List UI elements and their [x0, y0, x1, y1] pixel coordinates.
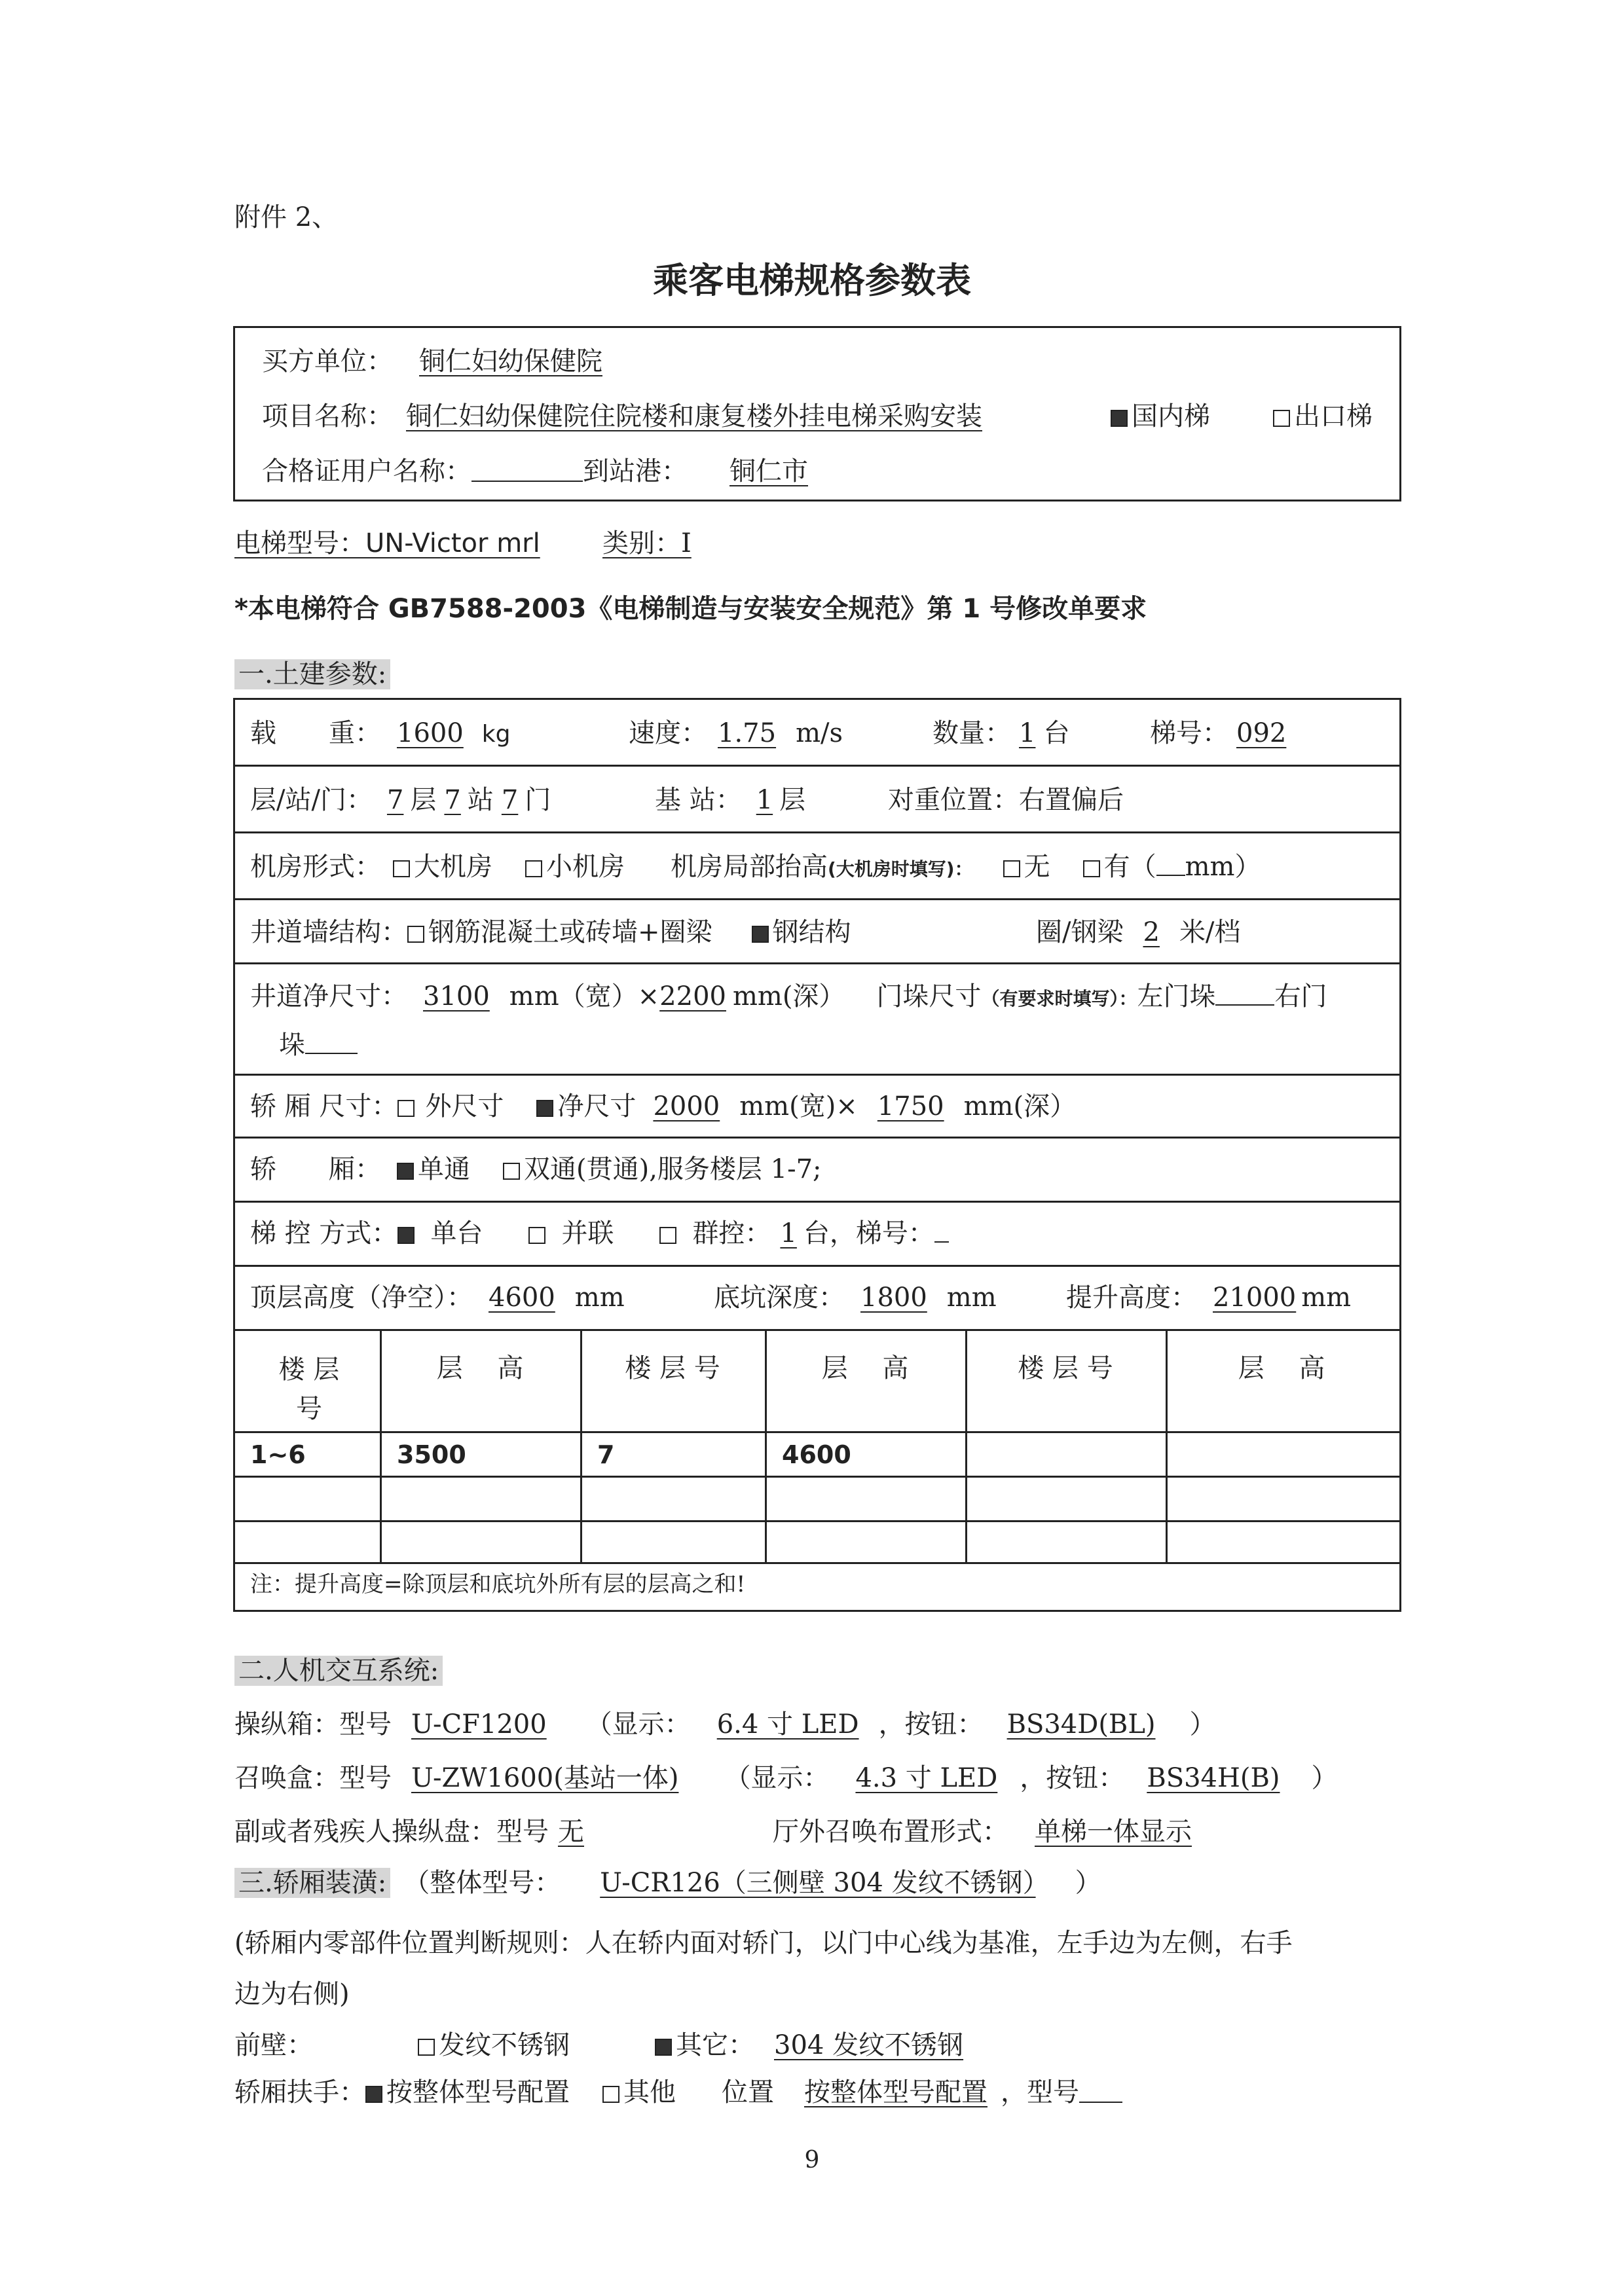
floor-table-cell: 4600 — [782, 1440, 851, 1469]
lift-no-label: 梯号： — [1150, 718, 1228, 748]
cert-label: 合格证用户名称： — [262, 456, 471, 486]
travel-label: 提升高度： — [1066, 1283, 1197, 1313]
cop-button: BS34D(BL) — [1006, 1709, 1156, 1740]
floor-table-cell: 7 — [597, 1440, 615, 1469]
car-depth: 1750 — [877, 1091, 944, 1121]
jamb-right-continued: 垛 — [279, 1029, 358, 1061]
pit-label: 底坑深度： — [714, 1283, 845, 1313]
position-value: 按整体型号配置 — [804, 2077, 987, 2107]
handrail-label: 轿厢扶手： — [234, 2077, 365, 2107]
control-row: 梯 控 方式： 单台 并联 群控： 1 台，梯号： — [250, 1218, 949, 1249]
qty-label: 数量： — [932, 718, 1011, 748]
speed-value: 1.75 — [718, 718, 777, 748]
buyer-label: 买方单位： — [262, 346, 393, 376]
control-qty: 1 — [780, 1218, 797, 1248]
counterweight-row — [888, 784, 1124, 816]
overhead-label: 顶层高度（净空）： — [250, 1283, 473, 1313]
checkbox-empty-icon — [1273, 410, 1290, 427]
hall-layout-label: 厅外召唤布置形式： — [773, 1817, 1008, 1847]
checkbox-checked-icon[interactable] — [365, 2086, 382, 2103]
hoistway-row: 井道净尺寸： 3100 mm（宽）×2200 mm(深） 门垛尺寸（有要求时填写）：左门垛 右门 — [250, 981, 1327, 1011]
buyer-value: 铜仁妇幼保健院 — [419, 346, 602, 376]
position-label: 位置 — [722, 2077, 774, 2107]
elevator-model: 电梯型号：UN-Victor mrl — [234, 528, 540, 558]
beam-row: 圈/钢梁 2 米/档 — [1036, 917, 1241, 947]
hoistway-depth: 2200 — [659, 981, 726, 1011]
beam-value: 2 — [1143, 917, 1160, 947]
base-value: 1 — [756, 785, 773, 815]
checkbox-checked-icon — [1111, 410, 1128, 427]
hoistway-label: 井道净尺寸： — [250, 981, 407, 1011]
checkbox-empty-icon[interactable] — [1083, 860, 1100, 877]
counterweight-value: 右置偏后 — [1019, 785, 1124, 815]
speed-row — [629, 718, 843, 749]
section1-heading: 一.土建参数: — [234, 659, 390, 690]
car-size-label: 轿 厢 尺寸： — [250, 1091, 398, 1121]
jamb-label: 门垛尺寸 — [876, 981, 982, 1011]
hall-layout-value: 单梯一体显示 — [1035, 1817, 1192, 1847]
checkbox-empty-icon[interactable] — [525, 860, 542, 877]
qty-unit: 台 — [1043, 718, 1070, 748]
floor-table-header-6: 层 高 — [1238, 1353, 1325, 1383]
floors-value-c: 7 — [501, 785, 519, 815]
cop-display: 6.4 寸 LED — [716, 1709, 859, 1740]
checkbox-empty-icon[interactable] — [393, 860, 410, 877]
buyer-row — [262, 346, 612, 377]
rule-line-2: 边为右侧) — [234, 1979, 350, 2009]
shaft-wall-row: 井道墙结构： 钢筋混凝土或砖墙+圈梁 钢结构 — [250, 917, 851, 947]
machine-room-raise-label: 机房局部抬高 — [671, 852, 828, 882]
control-label: 梯 控 方式： — [250, 1218, 398, 1248]
floor-table-header-1: 楼 层 号 — [278, 1355, 340, 1424]
lift-number-row — [1150, 718, 1312, 749]
overhead-row: 顶层高度（净空）： 4600 mm — [250, 1283, 625, 1313]
rule-line-1: (轿厢内零部件位置判断规则：人在轿内面对轿门，以门中心线为基准，左手边为左侧，右手 — [234, 1928, 1293, 1958]
aux-panel-value: 无 — [558, 1817, 584, 1847]
page-number: 9 — [804, 2147, 820, 2174]
floors-value-b: 7 — [444, 785, 461, 815]
checkbox-empty-icon[interactable] — [418, 2039, 435, 2056]
front-wall-label: 前壁： — [234, 2030, 313, 2060]
page-title: 乘客电梯规格参数表 — [653, 259, 971, 301]
standard-note: *本电梯符合 GB7588-2003《电梯制造与安装安全规范》第 1 号修改单要求 — [234, 594, 1147, 624]
hall-call-button: BS34H(B) — [1147, 1763, 1280, 1793]
project-row — [262, 401, 1008, 432]
hall-call-model: U-ZW1600(基站一体) — [411, 1763, 679, 1793]
station-value: 铜仁市 — [729, 456, 808, 486]
base-station-row: 基 站： 1 层 — [655, 785, 806, 815]
travel-row: 提升高度： 21000 mm — [1066, 1283, 1352, 1313]
speed-unit: m/s — [796, 718, 843, 748]
front-wall-row: 前壁： 发纹不锈钢 其它： 304 发纹不锈钢 — [234, 2030, 1035, 2061]
floor-table-header-2: 层 高 — [436, 1353, 524, 1383]
station-label: 到站港： — [583, 456, 688, 486]
checkbox-empty-icon[interactable] — [602, 2086, 619, 2103]
pit-value: 1800 — [860, 1283, 927, 1313]
hall-layout-row — [773, 1816, 1218, 1848]
checkbox-checked-icon[interactable] — [752, 926, 769, 943]
checkbox-checked-icon[interactable] — [397, 1163, 414, 1180]
project-label: 项目名称： — [262, 401, 393, 431]
base-label: 基 站： — [655, 785, 742, 815]
front-wall-value: 304 发纹不锈钢 — [774, 2030, 964, 2060]
overhead-value: 4600 — [489, 1283, 555, 1313]
hall-call-label: 召唤盒：型号 — [234, 1763, 392, 1793]
handrail-row: 轿厢扶手： 按整体型号配置 其他 位置 按整体型号配置 ，型号 — [234, 2077, 1122, 2108]
aux-panel-row — [234, 1816, 610, 1848]
pit-row: 底坑深度： 1800 mm — [714, 1283, 997, 1313]
project-value: 铜仁妇幼保健院住院楼和康复楼外挂电梯采购安装 — [406, 401, 982, 431]
quantity-row — [932, 718, 1069, 749]
floors-value-a: 7 — [386, 785, 404, 815]
machine-room-label: 机房形式： — [250, 852, 381, 882]
load-value: 1600 — [397, 718, 464, 748]
lift-no-value: 092 — [1236, 718, 1287, 748]
section3-heading: 三.轿厢装潢: — [234, 1868, 390, 1898]
export-label: 出口梯 — [1294, 401, 1373, 431]
checkbox-checked-icon[interactable] — [655, 2039, 672, 2056]
checkbox-empty-icon[interactable] — [528, 1227, 545, 1244]
domestic-label: 国内梯 — [1132, 401, 1210, 431]
checkbox-empty-icon[interactable] — [397, 1100, 415, 1117]
counterweight-label: 对重位置： — [888, 785, 1019, 815]
floor-table-header-5: 楼 层 号 — [1018, 1353, 1113, 1383]
floor-table-note: 注：提升高度=除顶层和底坑外所有层的层高之和! — [250, 1571, 746, 1597]
car-entrance-label: 轿 厢： — [250, 1154, 381, 1184]
hall-call-display: 4.3 寸 LED — [855, 1763, 998, 1793]
speed-label: 速度： — [629, 718, 707, 748]
section3-row: 三.轿厢装潢: （整体型号： U-CR126（三侧壁 304 发纹不锈钢） ） — [234, 1867, 1101, 1899]
checkbox-empty-icon[interactable] — [659, 1227, 676, 1244]
checkbox-empty-icon[interactable] — [407, 926, 424, 943]
elevator-category: 类别：Ⅰ — [602, 528, 692, 558]
machine-room-row: 机房形式： 大机房 小机房 机房局部抬高(大机房时填写)： 无 有（ mm） — [250, 852, 1261, 882]
shaft-wall-label: 井道墙结构： — [250, 917, 407, 947]
aux-panel-label: 副或者残疾人操纵盘：型号 — [234, 1817, 549, 1847]
section2-heading: 二.人机交互系统: — [234, 1655, 443, 1686]
cert-row — [262, 456, 834, 487]
load-unit: kg — [481, 721, 511, 748]
travel-value: 21000 — [1213, 1283, 1297, 1313]
floors-label: 层/站/门： — [250, 785, 373, 815]
load-row — [250, 718, 511, 750]
floor-table-cell: 3500 — [397, 1440, 466, 1469]
floor-table-cell: 1~6 — [250, 1440, 306, 1469]
export-option[interactable] — [1273, 401, 1373, 432]
checkbox-checked-icon[interactable] — [397, 1227, 415, 1244]
cop-label: 操纵箱：型号 — [234, 1709, 392, 1740]
floor-table-header-3: 楼 层 号 — [625, 1353, 720, 1383]
qty-value: 1 — [1019, 718, 1036, 748]
hoistway-width: 3100 — [423, 981, 490, 1011]
checkbox-empty-icon[interactable] — [1003, 860, 1020, 877]
cert-value-blank — [471, 456, 583, 482]
checkbox-empty-icon[interactable] — [503, 1163, 520, 1180]
cop-row: 操纵箱：型号 U-CF1200 （显示： 6.4 寸 LED ，按钮： BS34D(BL) ） — [234, 1709, 1216, 1740]
car-decor-model: U-CR126（三侧壁 304 发纹不锈钢） — [600, 1868, 1036, 1898]
cop-model: U-CF1200 — [411, 1709, 547, 1740]
car-size-row: 轿 厢 尺寸： 外尺寸 净尺寸 2000 mm(宽)× 1750 mm(深） — [250, 1091, 1077, 1121]
checkbox-checked-icon[interactable] — [536, 1100, 553, 1117]
car-entrance-row: 轿 厢： 单通 双通(贯通),服务楼层 1-7; — [250, 1154, 822, 1184]
load-label: 载 重： — [250, 718, 381, 748]
beam-label: 圈/钢梁 — [1036, 917, 1124, 947]
domestic-option[interactable] — [1111, 401, 1210, 432]
attachment-label: 附件 2、 — [234, 202, 339, 232]
car-width: 2000 — [653, 1091, 720, 1121]
hall-call-row: 召唤盒：型号 U-ZW1600(基站一体) （显示： 4.3 寸 LED ，按钮： BS34H(B) ） — [234, 1763, 1338, 1793]
floor-table-header-4: 层 高 — [821, 1353, 909, 1383]
floors-row: 层/站/门： 7 层 7 站 7 门 — [250, 785, 551, 815]
